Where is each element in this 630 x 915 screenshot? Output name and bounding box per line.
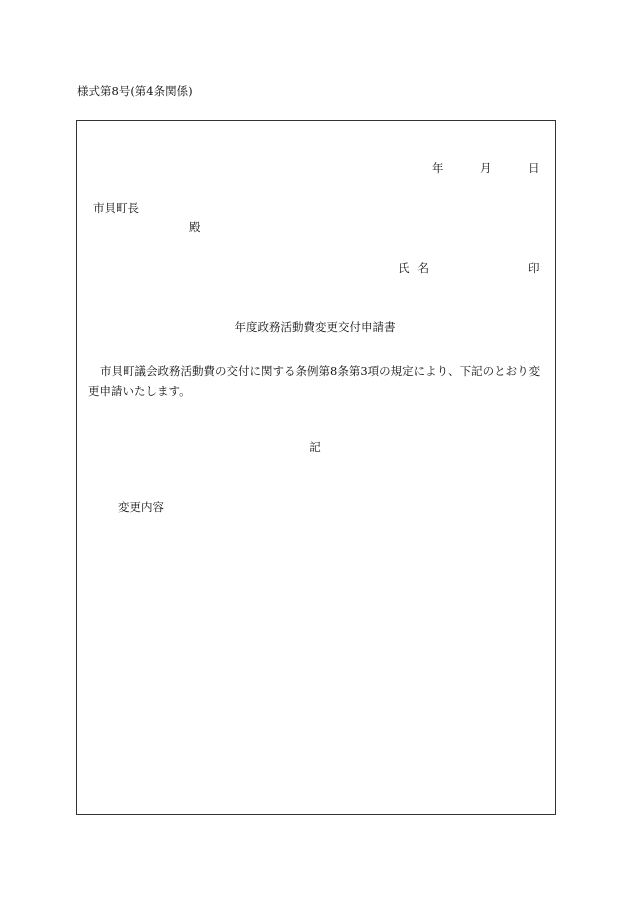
seal-label: 印 bbox=[528, 261, 540, 275]
ki-heading: 記 bbox=[309, 440, 321, 454]
form-frame bbox=[76, 120, 556, 815]
addressee-honorific: 殿 bbox=[189, 220, 201, 234]
addressee-name: 市貝町長 bbox=[93, 201, 139, 215]
applicant-name-label: 氏名 bbox=[398, 261, 437, 275]
date-day-label: 日 bbox=[528, 161, 540, 175]
document-body: 市貝町議会政務活動費の交付に関する条例第8条第3項の規定により、下記のとおり変更申請いたします。 bbox=[88, 364, 541, 398]
change-details-label: 変更内容 bbox=[118, 500, 164, 514]
document-title: 年度政務活動費変更交付申請書 bbox=[234, 320, 396, 334]
form-number-label: 様式第8号(第4条関係) bbox=[77, 84, 193, 98]
date-year-label: 年 bbox=[432, 161, 444, 175]
date-month-label: 月 bbox=[480, 161, 492, 175]
